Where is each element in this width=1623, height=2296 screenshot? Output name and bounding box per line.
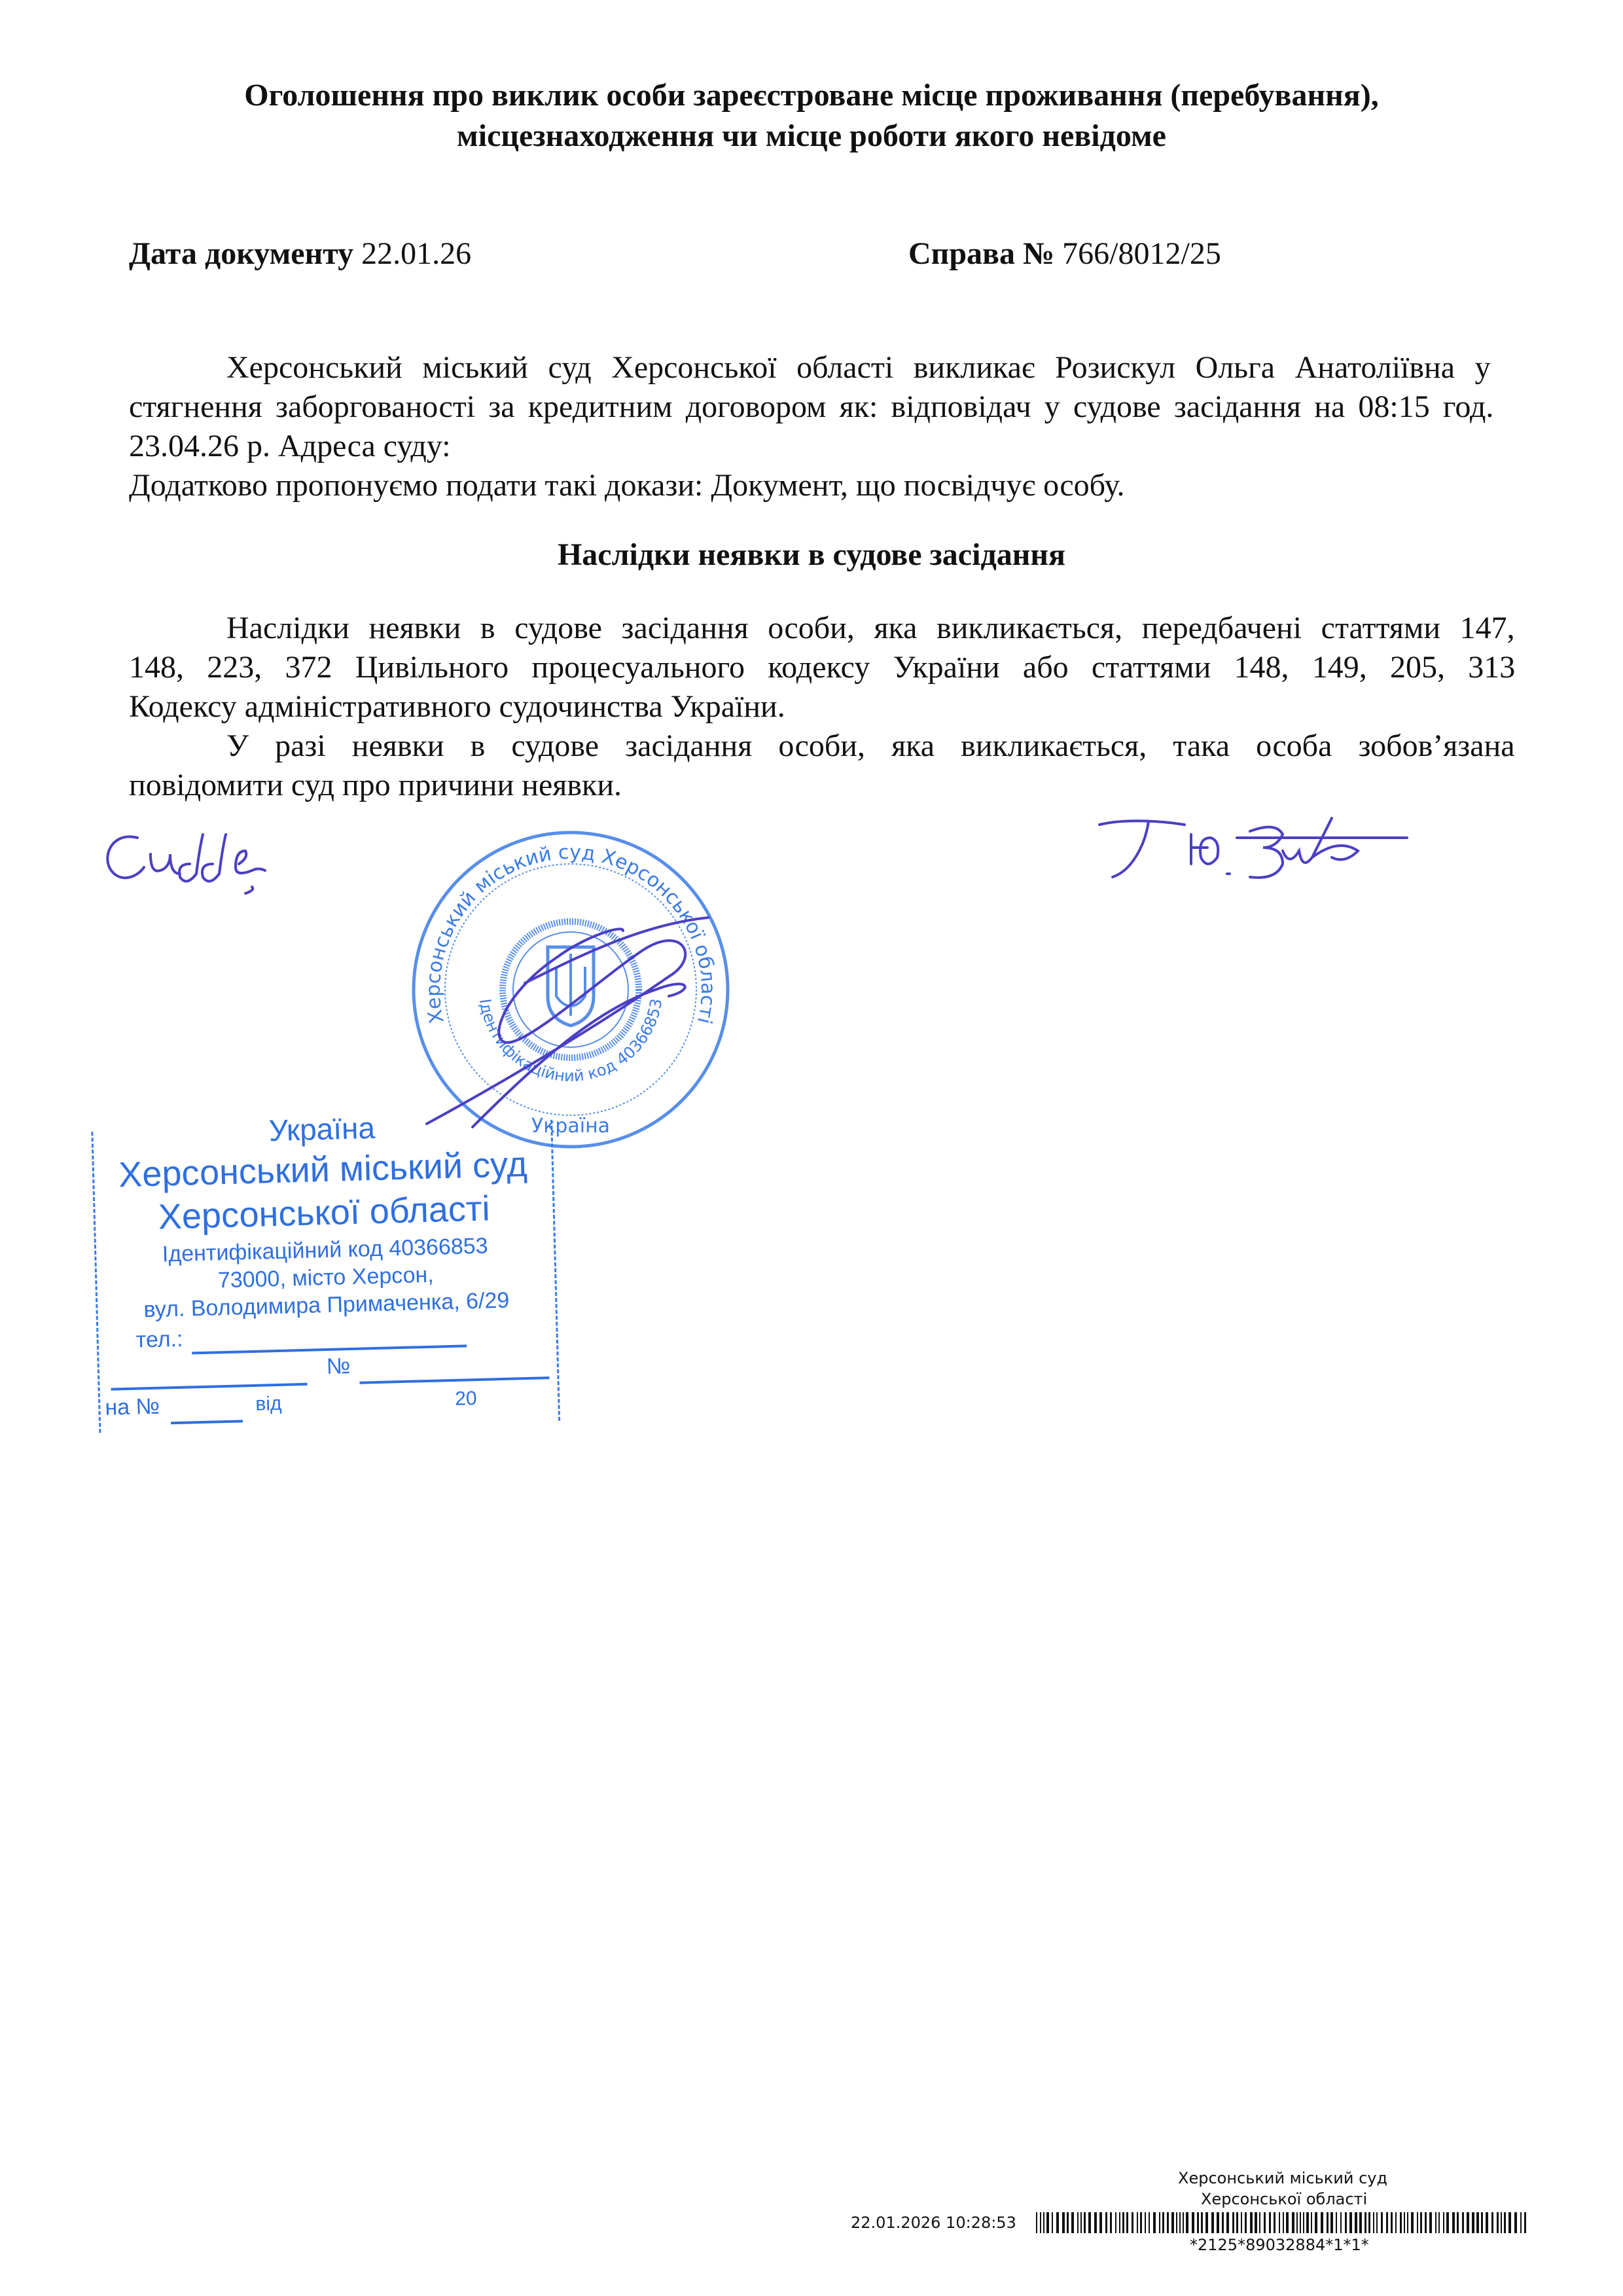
evidence-paragraph: Додатково пропонуємо подати такі докази: Документ, що посвідчує особу. xyxy=(129,468,1125,503)
barcode-bar xyxy=(1052,2212,1053,2233)
barcode-bar xyxy=(1274,2212,1275,2233)
barcode-bar xyxy=(1183,2212,1184,2233)
document-title-line1: Оголошення про виклик особи зареєстроване місце проживання (перебування), xyxy=(244,78,1379,113)
barcode-bar xyxy=(1497,2212,1499,2233)
barcode-bar xyxy=(1137,2212,1138,2233)
barcode-bar xyxy=(1245,2212,1247,2233)
barcode-bar xyxy=(1457,2212,1459,2233)
footer-court-line2: Херсонської області xyxy=(1201,2190,1368,2208)
barcode-bar xyxy=(1126,2212,1128,2233)
barcode-bar xyxy=(1411,2212,1414,2233)
barcode-bar xyxy=(1300,2212,1301,2233)
barcode-bar xyxy=(1355,2212,1357,2233)
absence-line-2: повідомити суд про причини неявки. xyxy=(129,768,622,802)
barcode-bar xyxy=(1115,2212,1116,2233)
barcode-bar xyxy=(1345,2212,1347,2233)
barcode-bar xyxy=(1077,2212,1079,2233)
barcode-bar xyxy=(1306,2212,1309,2233)
barcode-bar xyxy=(1201,2212,1203,2233)
seal-inner-text: Ідентифікаційний код 40366853 xyxy=(475,997,666,1086)
barcode-bar xyxy=(1481,2212,1483,2233)
barcode-bar xyxy=(1043,2212,1044,2233)
footer-barcode-text: *2125*89032884*1*1* xyxy=(1190,2236,1369,2254)
barcode-bar xyxy=(1088,2212,1091,2233)
barcode-bar xyxy=(1132,2212,1133,2233)
barcode-bar xyxy=(1472,2212,1474,2233)
stamp-number-line-left xyxy=(111,1383,308,1391)
barcode-bar xyxy=(1336,2212,1337,2233)
barcode-bar xyxy=(1259,2212,1260,2233)
stamp-ref-label: на № xyxy=(104,1393,160,1420)
barcode-bar xyxy=(1159,2212,1160,2233)
barcode-bar xyxy=(1255,2212,1257,2233)
barcode-bar xyxy=(1145,2212,1146,2233)
barcode-bar xyxy=(1315,2212,1317,2233)
stamp-number-line-right xyxy=(359,1376,549,1384)
round-seal xyxy=(407,826,734,1153)
barcode-bar xyxy=(1501,2212,1502,2233)
barcode-bar xyxy=(1062,2212,1065,2233)
consequences-line-1: Наслідки неявки в судове засідання особи, яка викликається, передбачені статтями 147, xyxy=(226,611,1515,645)
barcode-bar xyxy=(1162,2212,1164,2233)
barcode-bar xyxy=(1067,2212,1069,2233)
case-number xyxy=(908,234,1221,274)
barcode-bar xyxy=(1452,2212,1455,2233)
barcode-bar xyxy=(1241,2212,1242,2233)
stamp-ref-line xyxy=(171,1420,243,1424)
barcode-bar xyxy=(1476,2212,1479,2233)
barcode-bar xyxy=(1171,2212,1174,2233)
barcode-bar xyxy=(1286,2212,1289,2233)
barcode-bar xyxy=(1176,2212,1177,2233)
barcode-bar xyxy=(1036,2212,1037,2233)
summons-line-1: Херсонський міський суд Херсонської області викликає Розискул Ольга Анатоліївна у xyxy=(226,350,1491,385)
footer-court-line1: Херсонський міський суд xyxy=(1178,2169,1388,2187)
barcode-bar xyxy=(1364,2212,1366,2233)
case-label: Справа № xyxy=(908,236,1055,271)
barcode-bar xyxy=(1197,2212,1199,2233)
barcode-bar xyxy=(1359,2212,1362,2233)
barcode-bar xyxy=(1376,2212,1378,2233)
summons-line-3: 23.04.26 р. Адреса суду: xyxy=(129,429,451,463)
date-value: 22.01.26 xyxy=(361,236,472,271)
barcode-bar xyxy=(1446,2212,1449,2233)
barcode-bar xyxy=(1186,2212,1188,2233)
stamp-court-line1: Херсонський міський суд xyxy=(118,1144,528,1195)
barcode-bar xyxy=(1105,2212,1107,2233)
case-value: 766/8012/25 xyxy=(1062,236,1221,271)
barcode-bar xyxy=(1381,2212,1383,2233)
barcode-bar xyxy=(1084,2212,1086,2233)
stamp-phone-line xyxy=(192,1344,467,1354)
stamp-id-code: Ідентифікаційний код 40366853 xyxy=(162,1233,489,1267)
barcode-bar xyxy=(1167,2212,1169,2233)
barcode-bar xyxy=(1311,2212,1312,2233)
barcode-bar xyxy=(1491,2212,1493,2233)
consequences-line-3: Кодексу адміністративного судочинства України. xyxy=(129,689,785,724)
barcode-bar xyxy=(1303,2212,1304,2233)
barcode-bar xyxy=(1420,2212,1422,2233)
barcode-bar xyxy=(1296,2212,1298,2233)
barcode-bar xyxy=(1443,2212,1444,2233)
footer-timestamp: 22.01.2026 10:28:53 xyxy=(851,2214,1016,2232)
seal-outer-text: Херсонський міський суд Херсонської області xyxy=(421,840,720,1026)
barcode-bar xyxy=(1524,2212,1526,2233)
barcode-bar xyxy=(1122,2212,1124,2233)
barcode-bar xyxy=(1140,2212,1142,2233)
barcode-bar xyxy=(1094,2212,1097,2233)
barcode-bar xyxy=(1330,2212,1333,2233)
barcode-bar xyxy=(1179,2212,1181,2233)
barcode-bar xyxy=(1222,2212,1224,2233)
barcode-bar xyxy=(1205,2212,1208,2233)
barcode-bar xyxy=(1046,2212,1049,2233)
barcode-bar xyxy=(1056,2212,1059,2233)
stamp-year-prefix: 20 xyxy=(454,1388,478,1410)
barcode-bar xyxy=(1504,2212,1506,2233)
stamp-from-label: від xyxy=(255,1392,282,1415)
barcode-bar xyxy=(1400,2212,1402,2233)
barcode-bar xyxy=(1340,2212,1342,2233)
barcode-bar xyxy=(1279,2212,1280,2233)
registration-stamp xyxy=(91,1107,560,1433)
barcode-bar xyxy=(1149,2212,1150,2233)
section-heading: Наслідки неявки в судове засідання xyxy=(557,537,1066,572)
barcode-bar xyxy=(1462,2212,1464,2233)
barcode-bar xyxy=(1250,2212,1253,2233)
absence-line-1: У разі неявки в судове засідання особи, яка викликається, така особа зобов’язана xyxy=(226,728,1515,763)
stamp-phone-label: тел.: xyxy=(135,1326,183,1353)
barcode-bar xyxy=(1391,2212,1393,2233)
barcode-bar xyxy=(1110,2212,1112,2233)
barcode-bar xyxy=(1508,2212,1511,2233)
barcode-bar xyxy=(1264,2212,1266,2233)
summons-line-2: стягнення заборгованості за кредитним договором як: відповідач у судове засідання на 08:15 год. xyxy=(129,389,1494,424)
stamp-city: 73000, місто Херсон, xyxy=(217,1262,435,1293)
barcode-bar xyxy=(1386,2212,1388,2233)
barcode-bar xyxy=(1429,2212,1432,2233)
barcode-bar xyxy=(1514,2212,1517,2233)
barcode-bar xyxy=(1520,2212,1522,2233)
document-title-line2: місцезнаходження чи місце роботи якого невідоме xyxy=(457,118,1166,153)
barcode xyxy=(1036,2212,1530,2233)
barcode-bar xyxy=(1407,2212,1408,2233)
seal-bottom-text: Україна xyxy=(531,1115,611,1138)
barcode-bar xyxy=(1192,2212,1194,2233)
judge-signature-handwriting xyxy=(1086,812,1414,897)
barcode-bar xyxy=(1327,2212,1329,2233)
stamp-court-line2: Херсонської області xyxy=(158,1189,491,1237)
stamp-number-label: № xyxy=(326,1354,351,1380)
judge-label-handwriting xyxy=(98,818,294,910)
barcode-bar xyxy=(1417,2212,1418,2233)
barcode-bar xyxy=(1373,2212,1374,2233)
barcode-bar xyxy=(1395,2212,1397,2233)
barcode-bar xyxy=(1211,2212,1214,2233)
barcode-bar xyxy=(1080,2212,1082,2233)
barcode-bar xyxy=(1236,2212,1238,2233)
barcode-bar xyxy=(1404,2212,1405,2233)
barcode-bar xyxy=(1438,2212,1440,2233)
barcode-bar xyxy=(1217,2212,1219,2233)
barcode-bar xyxy=(1486,2212,1488,2233)
barcode-bar xyxy=(1467,2212,1469,2233)
barcode-bar xyxy=(1292,2212,1294,2233)
barcode-bar xyxy=(1119,2212,1120,2233)
document-date xyxy=(129,234,471,274)
barcode-bar xyxy=(1099,2212,1102,2233)
barcode-bar xyxy=(1040,2212,1041,2233)
barcode-bar xyxy=(1153,2212,1156,2233)
barcode-bar xyxy=(1269,2212,1271,2233)
stamp-street: вул. Володимира Примаченка, 6/29 xyxy=(143,1287,510,1323)
barcode-bar xyxy=(1232,2212,1234,2233)
barcode-bar xyxy=(1071,2212,1074,2233)
barcode-bar xyxy=(1425,2212,1427,2233)
barcode-bar xyxy=(1368,2212,1370,2233)
barcode-bar xyxy=(1226,2212,1229,2233)
barcode-bar xyxy=(1435,2212,1436,2233)
consequences-line-2: 148, 223, 372 Цивільного процесуального кодексу України або статтями 148, 149, 205, 313 xyxy=(129,650,1516,685)
barcode-bar xyxy=(1349,2212,1352,2233)
seal-signature-scribble xyxy=(427,918,708,1127)
barcode-bar xyxy=(1283,2212,1284,2233)
date-label: Дата документу xyxy=(129,236,354,271)
barcode-bar xyxy=(1321,2212,1323,2233)
stamp-country: Україна xyxy=(268,1110,376,1148)
